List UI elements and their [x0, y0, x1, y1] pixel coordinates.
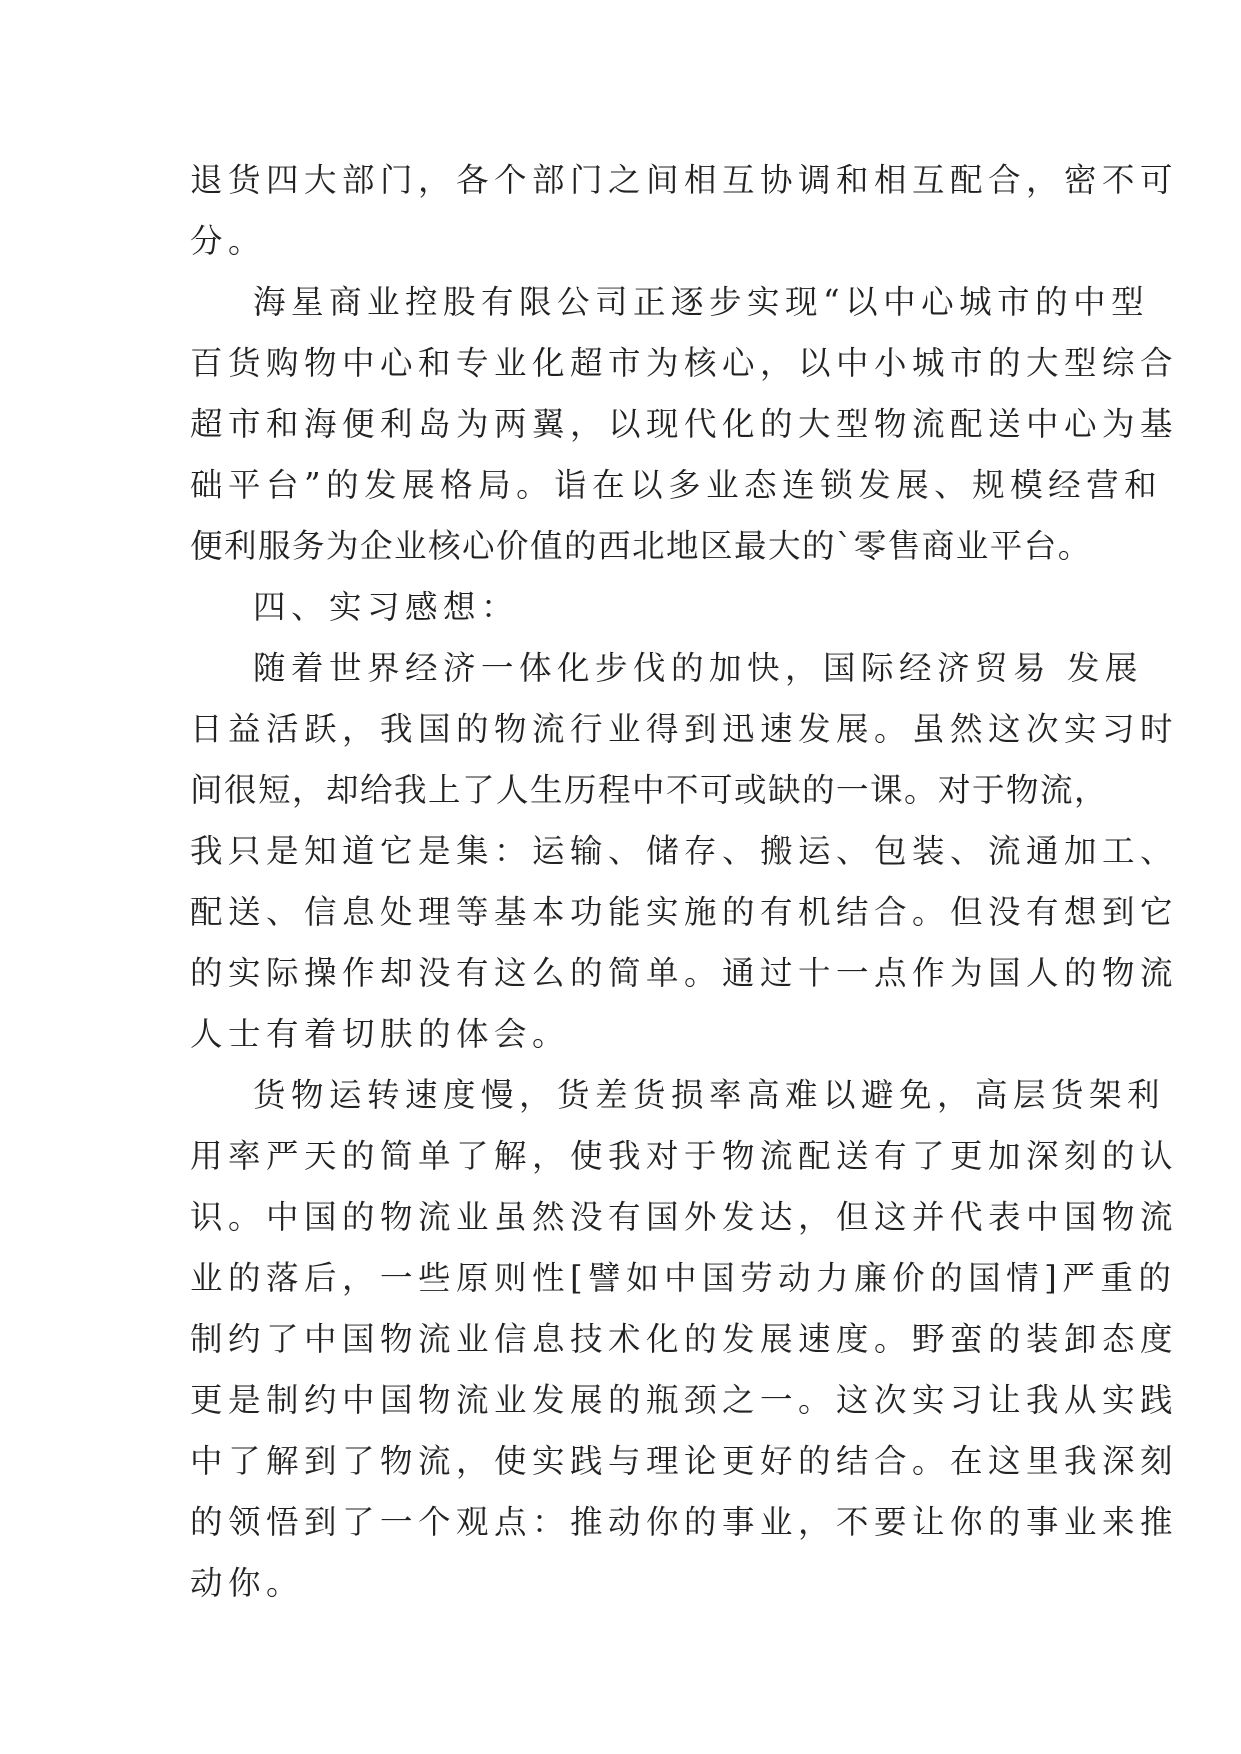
text-line: 便利服务为企业核心价值的西北地区最大的`零售商业平台。: [190, 527, 1092, 565]
text-line: 海星商业控股有限公司正逐步实现“以中心城市的中型: [253, 283, 1150, 321]
text-line: 百货购物中心和专业化超市为核心，以中小城市的大型综合: [190, 344, 1179, 382]
text-line: 日益活跃，我国的物流行业得到迅速发展。虽然这次实习时: [190, 710, 1179, 748]
text-line: 用率严天的简单了解，使我对于物流配送有了更加深刻的认: [190, 1137, 1179, 1175]
text-line: 间很短，却给我上了人生历程中不可或缺的一课。对于物流，: [190, 771, 1109, 809]
document-body: [190, 150, 1179, 1614]
paragraph-1: [190, 150, 1179, 272]
text-line: 分。: [190, 222, 267, 260]
heading-line: 四、实习感想：: [253, 588, 520, 626]
paragraph-5: [190, 1065, 1179, 1614]
text-line: 识。中国的物流业虽然没有国外发达，但这并代表中国物流: [190, 1198, 1179, 1236]
text-line: 配送、信息处理等基本功能实施的有机结合。但没有想到它: [190, 893, 1179, 931]
text-line: 的实际操作却没有这么的简单。通过十一点作为国人的物流: [190, 954, 1179, 992]
paragraph-4: [190, 638, 1179, 1065]
text-line: 更是制约中国物流业发展的瓶颈之一。这次实习让我从实践: [190, 1381, 1179, 1419]
text-line: 的领悟到了一个观点：推动你的事业，不要让你的事业来推: [190, 1503, 1179, 1541]
text-line: 制约了中国物流业信息技术化的发展速度。野蛮的装卸态度: [190, 1320, 1179, 1358]
text-line: 超市和海便利岛为两翼，以现代化的大型物流配送中心为基: [190, 405, 1179, 443]
text-line: 业的落后，一些原则性[譬如中国劳动力廉价的国情]严重的: [190, 1259, 1177, 1297]
text-line: 退货四大部门，各个部门之间相互协调和相互配合，密不可: [190, 161, 1179, 199]
text-line: 人士有着切肤的体会。: [190, 1015, 571, 1053]
text-line: 动你。: [190, 1564, 305, 1602]
text-line: 随着世界经济一体化步伐的加快，国际经济贸易 发展: [253, 649, 1143, 687]
text-line: 货物运转速度慢，货差货损率高难以避免，高层货架利: [253, 1076, 1166, 1114]
paragraph-2: [190, 272, 1179, 577]
text-line: 础平台”的发展格局。诣在以多业态连锁发展、规模经营和: [190, 466, 1163, 504]
text-line: 中了解到了物流，使实践与理论更好的结合。在这里我深刻: [190, 1442, 1179, 1480]
text-line: 我只是知道它是集：运输、储存、搬运、包装、流通加工、: [190, 832, 1179, 870]
section-heading: [190, 577, 1060, 638]
